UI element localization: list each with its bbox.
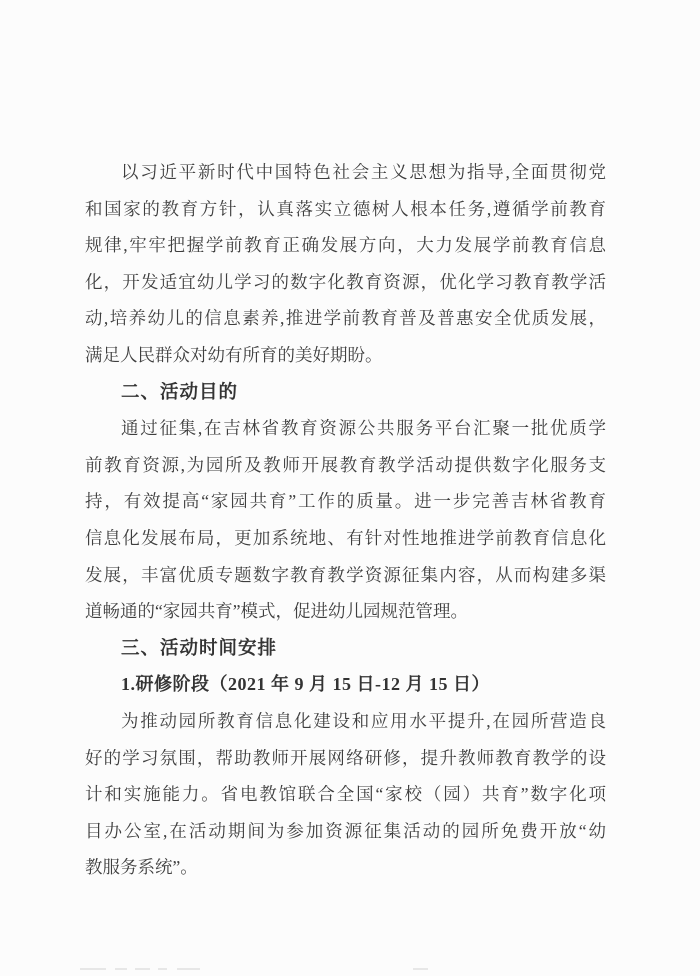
- document-line: 持，有效提高“家园共育”工作的质量。进一步完善吉林省教育: [85, 491, 606, 512]
- document-line: 和国家的教育方针，认真落实立德树人根本任务,遵循学前教育: [85, 198, 606, 219]
- document-line: 为推动园所教育信息化建设和应用水平提升,在园所营造良: [121, 710, 606, 731]
- document-line: 动,培养幼儿的信息素养,推进学前教育普及普惠安全优质发展，: [85, 308, 606, 329]
- document-line: 目办公室,在活动期间为参加资源征集活动的园所免费开放“幼: [85, 820, 606, 841]
- section-heading: 三、活动时间安排: [121, 636, 278, 658]
- document-line: 计和实施能力。省电教馆联合全国“家校（园）共育”数字化项: [85, 784, 606, 805]
- document-line: 前教育资源,为园所及教师开展教育教学活动提供数字化服务支: [85, 454, 606, 475]
- document-line: 好的学习氛围，帮助教师开展网络研修，提升教师教育教学的设: [85, 747, 606, 768]
- scan-artifact: [158, 968, 167, 970]
- document-line: 满足人民群众对幼有所育的美好期盼。: [85, 344, 383, 365]
- scan-artifact: [115, 968, 127, 970]
- document-line: 以习近平新时代中国特色社会主义思想为指导,全面贯彻党: [121, 162, 606, 182]
- stage-subheading: 1.研修阶段（2021 年 9 月 15 日-12 月 15 日）: [121, 674, 490, 695]
- document-line: 规律,牢牢把握学前教育正确发展方向，大力发展学前教育信息: [85, 235, 606, 256]
- document-line: 通过征集,在吉林省教育资源公共服务平台汇聚一批优质学: [121, 418, 606, 439]
- scan-artifact: [177, 968, 200, 970]
- scan-artifact: [135, 968, 150, 970]
- document-line: 教服务系统”。: [85, 857, 198, 878]
- document-line: 信息化发展布局，更加系统地、有针对性地推进学前教育信息化: [85, 527, 606, 548]
- document-body: [85, 154, 606, 886]
- scan-artifact: [80, 968, 106, 970]
- document-line: 发展，丰富优质专题数字教育教学资源征集内容，从而构建多渠: [85, 564, 606, 585]
- document-line: 道畅通的“家园共育”模式，促进幼儿园规范管理。: [85, 601, 469, 622]
- section-heading: 二、活动目的: [121, 380, 239, 402]
- document-line: 化，开发适宜幼儿学习的数字化教育资源，优化学习教育教学活: [85, 271, 606, 292]
- scan-artifact: [413, 968, 428, 970]
